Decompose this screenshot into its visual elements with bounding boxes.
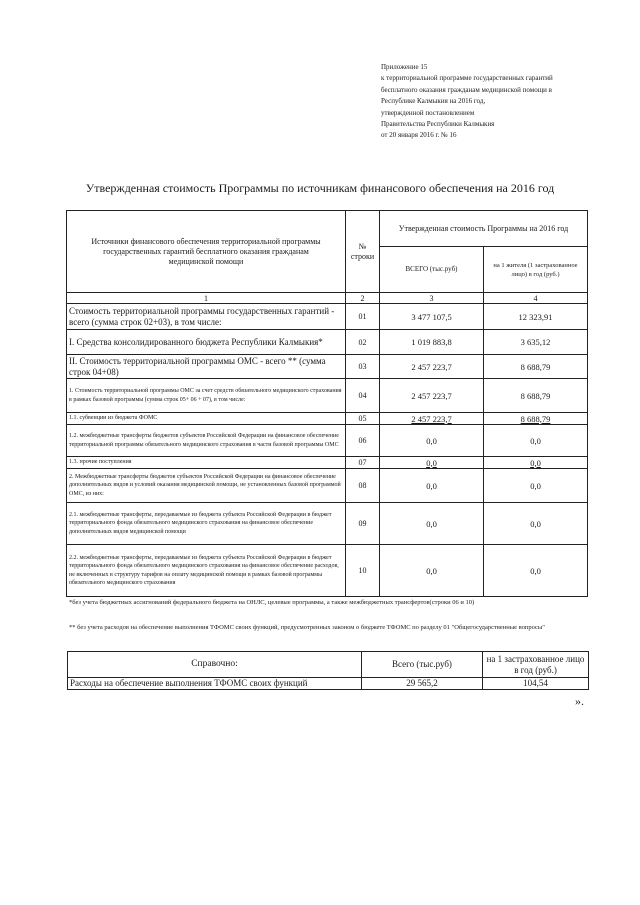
row-total: 3 477 107,5 <box>380 304 484 330</box>
row-name: 2.1. межбюджетные трансферты, передаваемые из бюджета субъекта Российской Федерации в бюджет территориального фонда обязательного медицинского страхования на финансовое обеспечение дополнительных видов медицинской помощи <box>67 503 346 545</box>
row-name: I. Средства консолидированного бюджета Республики Калмыкия* <box>67 330 346 355</box>
table-row <box>67 457 588 469</box>
row-name: II. Стоимость территориальной программы ОМС - всего ** (сумма строк 04+08) <box>67 355 346 379</box>
row-per: 0,0 <box>484 469 588 503</box>
approval-line: бесплатного оказания гражданам медицинской помощи в <box>381 85 552 94</box>
row-no: 01 <box>346 304 380 330</box>
reference-table <box>67 651 589 690</box>
header-total: ВСЕГО (тыс.руб) <box>380 247 484 293</box>
row-name: 1. Стоимость территориальной программы ОМС за счет средств обязательного медицинского страхования в рамках базовой программы (сумма строк 05+ 06 + 07), в том числе: <box>67 379 346 413</box>
column-number-row <box>67 293 588 304</box>
header-sources: Источники финансового обеспечения территориальной программы государственных гарантий бесплатного оказания гражданам медицинской помощи <box>67 211 346 293</box>
row-per: 0,0 <box>484 457 588 469</box>
col-number: 4 <box>484 293 588 304</box>
col-number: 1 <box>67 293 346 304</box>
approval-line: к территориальной программе государственных гарантий <box>381 74 553 83</box>
table-row <box>67 330 588 355</box>
approval-line: Республике Калмыкия на 2016 год, <box>381 97 486 106</box>
row-total: 0,0 <box>380 545 484 597</box>
row-no: 09 <box>346 503 380 545</box>
closing-mark: ». <box>575 694 584 708</box>
row-name: 1.3. прочие поступления <box>67 457 346 469</box>
header-row-no: № строки <box>346 211 380 293</box>
reference-row-per: 104,54 <box>483 678 589 690</box>
col-number: 3 <box>380 293 484 304</box>
table-row <box>67 503 588 545</box>
row-per: 8 688,79 <box>484 413 588 425</box>
approval-line: Правительства Республики Калмыкия <box>381 120 495 129</box>
row-no: 02 <box>346 330 380 355</box>
row-name: 1.1. субвенции из бюджета ФОМС <box>67 413 346 425</box>
row-per: 0,0 <box>484 503 588 545</box>
row-total: 0,0 <box>380 469 484 503</box>
table-row <box>67 379 588 413</box>
reference-total-header: Всего (тыс.руб) <box>362 652 483 678</box>
reference-row <box>68 678 589 690</box>
row-total: 2 457 223,7 <box>380 379 484 413</box>
row-no: 10 <box>346 545 380 597</box>
row-total: 0,0 <box>380 503 484 545</box>
row-name: 2. Межбюджетные трансферты бюджетов субъектов Российской Федерации на финансовое обеспечение дополнительных видов и условий оказания медицинской помощи, не установленных базовой программой ОМС, из них: <box>67 469 346 503</box>
row-name: 1.2. межбюджетные трансферты бюджетов субъектов Российской Федерации на финансовое обеспечение территориальной программы обязательного медицинского страхования в части базовой программы ОМС <box>67 425 346 457</box>
footnote-budget: *без учета бюджетных ассигнований федерального бюджета на ОНЛС, целевые программы, а также межбюджетных трансфертов(строки 06 и 10) <box>69 599 475 606</box>
reference-per-header: на 1 застрахованное лицо в год (руб.) <box>483 652 589 678</box>
reference-row-total: 29 565,2 <box>362 678 483 690</box>
approval-line: утвержденной постановлением <box>381 108 475 117</box>
row-no: 03 <box>346 355 380 379</box>
col-number: 2 <box>346 293 380 304</box>
row-per: 8 688,79 <box>484 379 588 413</box>
header-per-person: на 1 жителя (1 застрахованное лицо) в год (руб.) <box>484 247 588 293</box>
row-per: 8 688,79 <box>484 355 588 379</box>
row-per: 0,0 <box>484 425 588 457</box>
row-total: 0,0 <box>380 425 484 457</box>
row-no: 07 <box>346 457 380 469</box>
header-cost-group: Утвержденная стоимость Программы на 2016 год <box>380 211 588 247</box>
row-total: 0,0 <box>380 457 484 469</box>
reference-header-row <box>68 652 589 678</box>
row-name: 2.2. межбюджетные трансферты, передаваемые из бюджета субъекта Российской Федерации в бюджет территориального фонда обязательного медицинского страхования на финансовое обеспечение расходов, не включенных в структуру тарифов на оплату медицинской помощи в рамках базовой программы обязательного медицинского страхования <box>67 545 346 597</box>
row-total: 2 457 223,7 <box>380 355 484 379</box>
reference-row-name: Расходы на обеспечение выполнения ТФОМС своих функций <box>68 678 362 690</box>
row-no: 04 <box>346 379 380 413</box>
row-no: 06 <box>346 425 380 457</box>
reference-label: Справочно: <box>68 652 362 678</box>
table-row <box>67 355 588 379</box>
row-no: 08 <box>346 469 380 503</box>
row-name: Стоимость территориальной программы государственных гарантий - всего (сумма строк 02+03), в том числе: <box>67 304 346 330</box>
row-per: 3 635,12 <box>484 330 588 355</box>
table-row <box>67 425 588 457</box>
table-row <box>67 304 588 330</box>
table-header-row <box>67 211 588 247</box>
row-total: 1 019 883,8 <box>380 330 484 355</box>
approval-line: Приложение 15 <box>381 63 428 71</box>
program-cost-table <box>66 210 588 597</box>
document-title: Утвержденная стоимость Программы по источникам финансового обеспечения на 2016 год <box>85 181 555 195</box>
approval-note <box>381 62 621 142</box>
table-row <box>67 545 588 597</box>
approval-line: от 20 января 2016 г. № 16 <box>381 131 457 140</box>
footnote-tfoms: ** без учета расходов на обеспечение выполнения ТФОМС своих функций, предусмотренных законом о бюджете ТФОМС по разделу 01 "Общегосударственные вопросы" <box>69 624 545 631</box>
table-row <box>67 469 588 503</box>
row-per: 12 323,91 <box>484 304 588 330</box>
row-total: 2 457 223,7 <box>380 413 484 425</box>
table-row <box>67 413 588 425</box>
row-no: 05 <box>346 413 380 425</box>
row-per: 0,0 <box>484 545 588 597</box>
